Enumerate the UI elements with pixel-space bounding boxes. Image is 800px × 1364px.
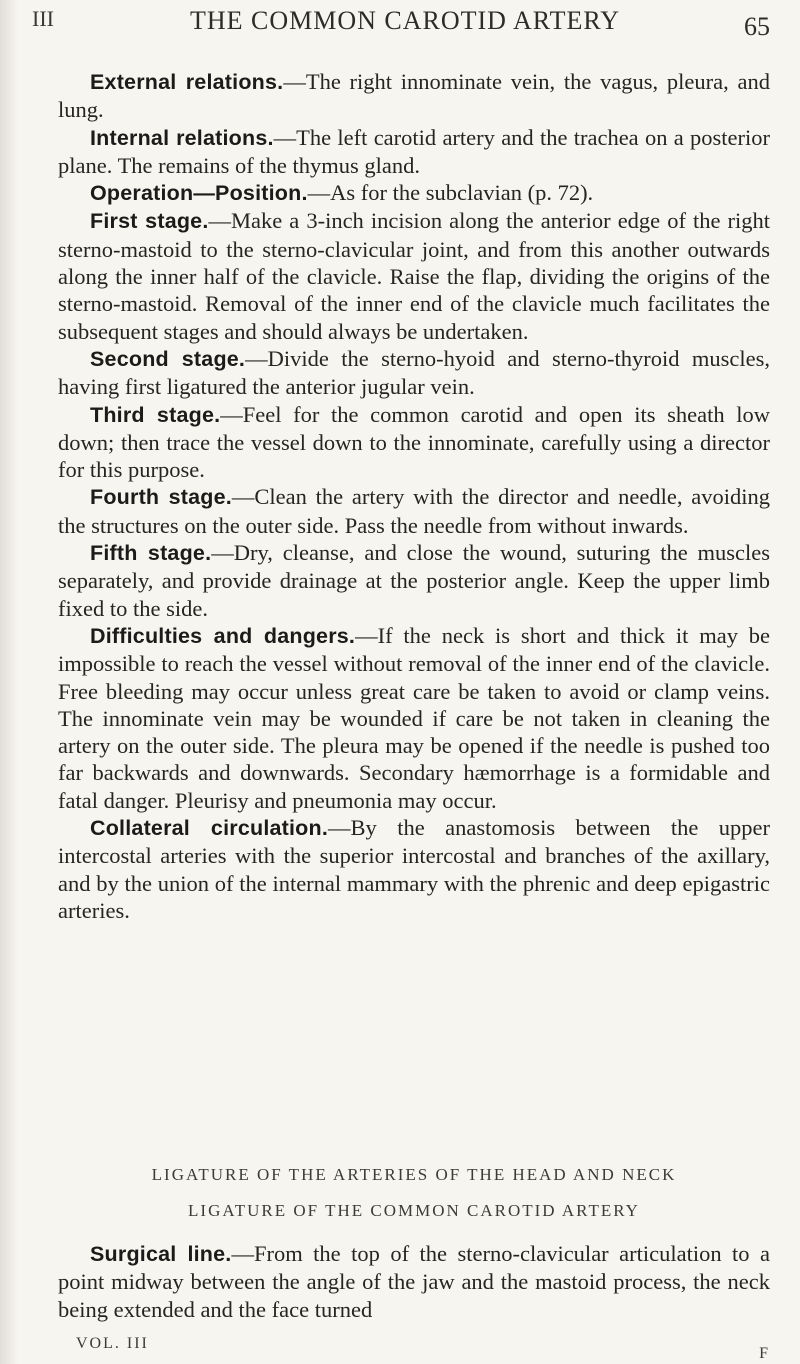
paragraph-heading: Difficulties and dangers. [90,623,356,648]
footer-volume: VOL. III [76,1335,149,1352]
paragraph-text: —The right innominate vein, the vagus, pleura, and lung. [58,69,770,123]
paragraph-text: —Clean the artery with the director and needle, avoiding the structures on the outer side. Pass the needle from without inwards. [58,484,770,538]
paragraph-heading: Surgical line. [90,1242,232,1266]
paragraph-difficulties-and-dangers [58,622,770,814]
surgical-line-block [58,1240,770,1323]
paragraph-heading: Third stage. [90,402,221,427]
paragraph-collateral-circulation [58,814,770,924]
paragraph-heading: External relations. [90,70,284,94]
volume-mark: III [32,6,54,31]
paragraph-heading: Collateral circulation. [90,816,329,841]
paragraph-fourth-stage [58,483,770,539]
signature-mark: F [759,1345,768,1362]
section-title-sub: LIGATURE OF THE COMMON CAROTID ARTERY [188,1201,640,1220]
page-footer [58,1335,770,1362]
paragraph-heading: Operation—Position. [90,181,308,206]
paragraph-heading: Internal relations. [90,125,274,150]
paragraph-external-relations [58,68,770,124]
paragraph-surgical-line [58,1240,770,1323]
paragraph-text: —Make a 3-inch incision along the anterior edge of the right sterno-mastoid to the sterno-clavicular joint, and from this another outwards along the inner half of the clavicle. Raise the flap, dividing the origins of the sterno-mastoid. Removal of the inner end of the clavicle much facilitates the subsequent stages and should always be undertaken. [58,208,771,344]
paragraph-text: —From the top of the sterno-clavicular articulation to a point midway between the angle of the jaw and the mastoid process, the neck being extended and the face turned [58,1241,770,1322]
paragraph-text: —By the anastomosis between the upper intercostal arteries with the superior intercostal and branches of the axillary, and by the union of the internal mammary with the phrenic and deep epigastric arteries. [58,815,770,923]
paragraph-first-stage [58,207,770,344]
paragraph-heading: Fourth stage. [90,485,232,510]
body-text [58,68,770,924]
paragraph-text: —As for the subclavian (p. 72). [307,180,594,206]
paragraph-heading: Second stage. [90,346,246,371]
paragraph-internal-relations [58,124,770,180]
running-head: THE COMMON CAROTID ARTERY [189,6,621,35]
paragraph-heading: First stage. [90,209,209,234]
section-title-main: LIGATURE OF THE ARTERIES OF THE HEAD AND NECK [151,1165,677,1184]
paragraph-text: —Divide the sterno-hyoid and sterno-thyroid muscles, having first ligatured the anterior jugular vein. [58,345,771,400]
paragraph-text: —The left carotid artery and the trachea on a posterior plane. The remains of the thymus gland. [58,124,770,178]
paragraph-fifth-stage [58,539,770,622]
page-edge-shadow [0,0,18,1364]
paragraph-operation-position [58,179,770,207]
paragraph-heading: Fifth stage. [90,541,212,566]
paragraph-text: —Dry, cleanse, and close the wound, suturing the muscles separately, and provide drainage at the posterior angle. Keep the upper limb fixed to the side. [58,540,770,621]
page-number: 65 [744,12,770,41]
paragraph-third-stage [58,401,770,484]
section-titles [58,1165,770,1237]
paragraph-text: —If the neck is short and thick it may be impossible to reach the vessel without removal of the inner end of the clavicle. Free bleeding may occur unless great care be taken to avoid or clamp veins. The innominate vein may be wounded if care be not taken in cleaning the artery on the outer side. The pleura may be opened if the needle is pushed too far backwards and downwards. Secondary hæmorrhage is a formidable and fatal danger. Pleurisy and pneumonia may occur. [58,622,771,813]
page-header [30,6,780,54]
paragraph-second-stage [58,345,770,401]
paragraph-text: —Feel for the common carotid and open its sheath low down; then trace the vessel down to the innominate, carefully using a director for this purpose. [58,401,770,483]
